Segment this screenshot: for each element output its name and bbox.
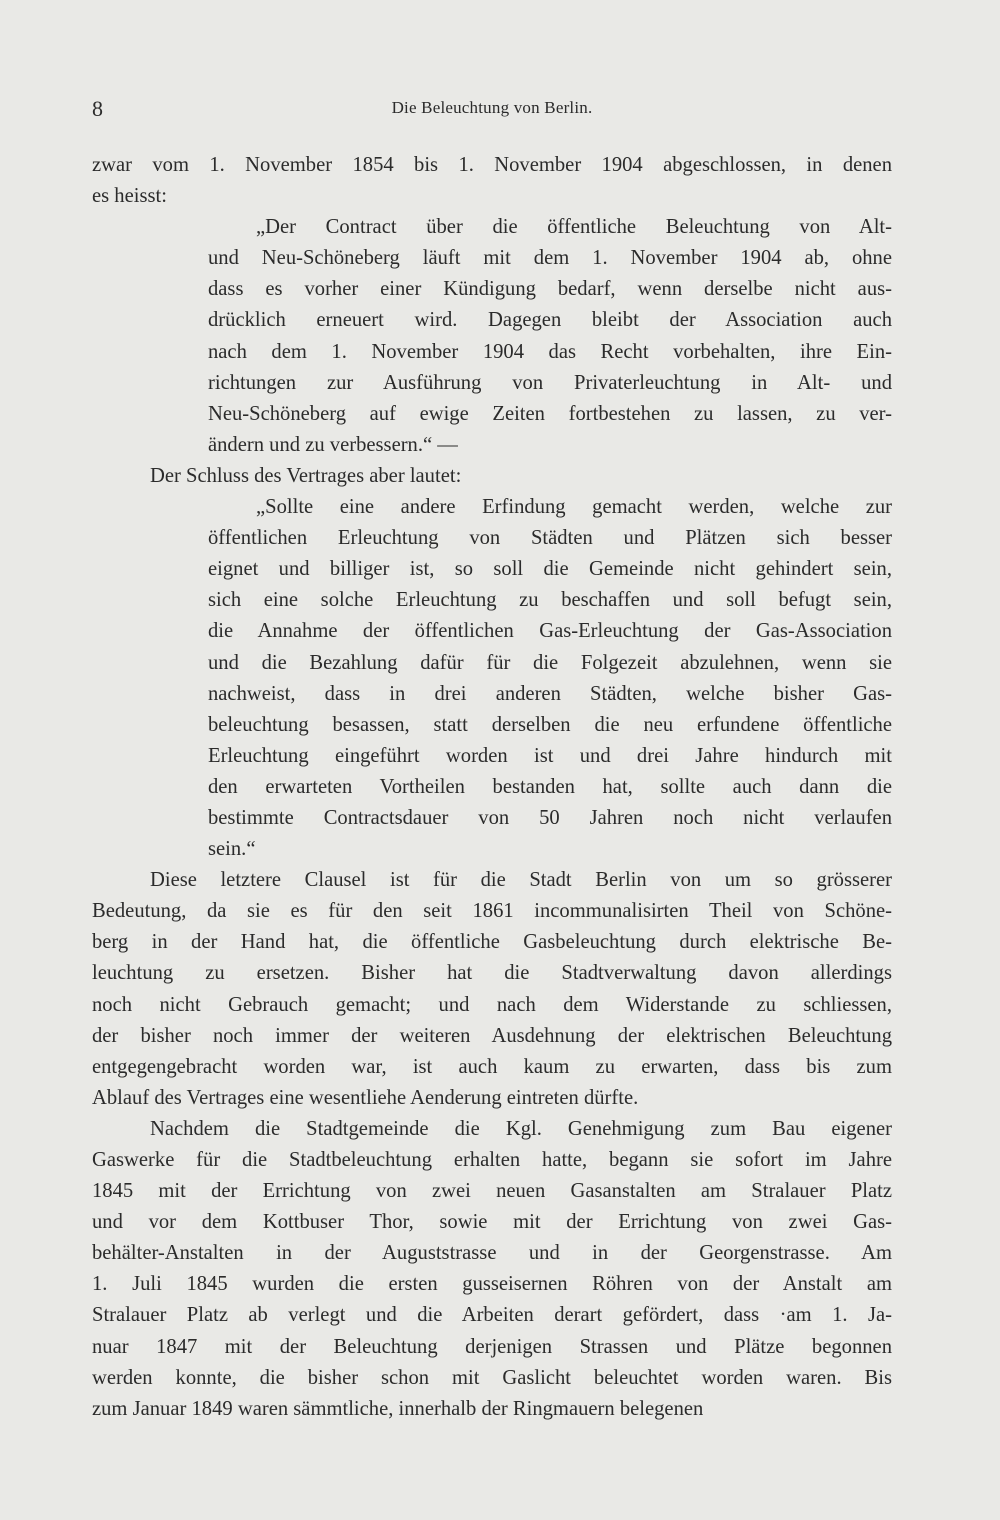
text-line: zwar vom 1. November 1854 bis 1. November 1904 abgeschlossen, in denen [92,154,892,176]
text-line: berg in der Hand hat, die öffentliche Gasbeleuchtung durch elektrische Be- [92,931,892,954]
text-line: Nachdem die Stadtgemeinde die Kgl. Genehmigung zum Bau eigener [150,1117,892,1140]
block-quote [208,492,892,865]
text-line: und die Bezahlung dafür für die Folgezeit abzulehnen, wenn sie [208,651,892,674]
text-line: 1. Juli 1845 wurden die ersten gusseisernen Röhren von der Anstalt am [92,1273,892,1296]
text-line: öffentlichen Erleuchtung von Städten und Plätzen sich besser [208,527,892,550]
text-line: die Annahme der öffentlichen Gas-Erleuchtung der Gas-Association [208,620,892,643]
text-line: richtungen zur Ausführung von Privaterleuchtung in Alt- und [208,371,892,394]
text-line: leuchtung zu ersetzen. Bisher hat die Stadtverwaltung davon allerdings [92,962,892,985]
text-line: Neu-Schöneberg auf ewige Zeiten fortbestehen zu lassen, zu ver- [208,402,892,425]
paragraph [92,461,892,492]
paragraph [92,150,892,212]
text-line: Der Schluss des Vertrages aber lautet: [150,464,462,487]
text-line: nuar 1847 mit der Beleuchtung derjenigen Strassen und Plätze begonnen [92,1335,892,1358]
text-line: werden konnte, die bisher schon mit Gaslicht beleuchtet worden waren. Bis [92,1366,892,1389]
text-line: Stralauer Platz ab verlegt und die Arbeiten derart gefördert, dass ·am 1. Ja- [92,1304,892,1327]
paragraph [92,865,892,1114]
text-line: drücklich erneuert wird. Dagegen bleibt der Association auch [208,309,892,332]
text-line: Erleuchtung eingeführt worden ist und drei Jahre hindurch mit [208,744,892,767]
text-line: eignet und billiger ist, so soll die Gemeinde nicht gehindert sein, [208,558,892,581]
text-line: bestimmte Contractsdauer von 50 Jahren noch nicht verlaufen [208,806,892,829]
text-line: Gaswerke für die Stadtbeleuchtung erhalten hatte, begann sie sofort im Jahre [92,1149,892,1171]
text-line: sich eine solche Erleuchtung zu beschaffen und soll befugt sein, [208,589,892,612]
text-line: dass es vorher einer Kündigung bedarf, wenn derselbe nicht aus- [208,278,892,301]
text-line: nachweist, dass in drei anderen Städten, welche bisher Gas- [208,682,892,705]
text-line: Diese letztere Clausel ist für die Stadt Berlin von um so grösserer [150,869,892,892]
text-line: ändern und zu verbessern.“ — [208,433,458,456]
text-line: und Neu-Schöneberg läuft mit dem 1. November 1904 ab, ohne [208,247,892,270]
running-head: Die Beleuchtung von Berlin. [391,98,593,117]
text-line: und vor dem Kottbuser Thor, sowie mit der Errichtung von zwei Gas- [92,1211,892,1234]
text-line: entgegengebracht worden war, ist auch kaum zu erwarten, dass bis zum [92,1055,892,1078]
text-line: der bisher noch immer der weiteren Ausdehnung der elektrischen Beleuchtung [92,1024,892,1047]
text-line: beleuchtung besassen, statt derselben die neu erfundene öffentliche [208,713,892,736]
page-header [92,96,892,126]
text-line: „Sollte eine andere Erfindung gemacht werden, welche zur [256,496,892,519]
text-line: den erwarteten Vortheilen bestanden hat, sollte auch dann die [208,775,892,798]
text-line: sein.“ [208,838,256,861]
page-number: 8 [92,96,103,121]
block-quote [208,212,892,461]
text-line: behälter-Anstalten in der Auguststrasse und in der Georgenstrasse. Am [92,1242,892,1265]
text-line: nach dem 1. November 1904 das Recht vorbehalten, ihre Ein- [208,340,892,363]
text-line: 1845 mit der Errichtung von zwei neuen Gasanstalten am Stralauer Platz [92,1180,892,1203]
text-line: es heisst: [92,185,167,208]
text-line: zum Januar 1849 waren sämmtliche, innerhalb der Ringmauern belegenen [92,1397,704,1420]
page-body [92,150,892,1425]
text-line: Bedeutung, da sie es für den seit 1861 incommunalisirten Theil von Schöne- [92,900,892,923]
text-line: Ablauf des Vertrages eine wesentliehe Aenderung eintreten dürfte. [92,1086,639,1109]
text-line: noch nicht Gebrauch gemacht; und nach dem Widerstande zu schliessen, [92,993,892,1016]
paragraph [92,1114,892,1425]
text-line: „Der Contract über die öffentliche Beleuchtung von Alt- [256,216,892,239]
